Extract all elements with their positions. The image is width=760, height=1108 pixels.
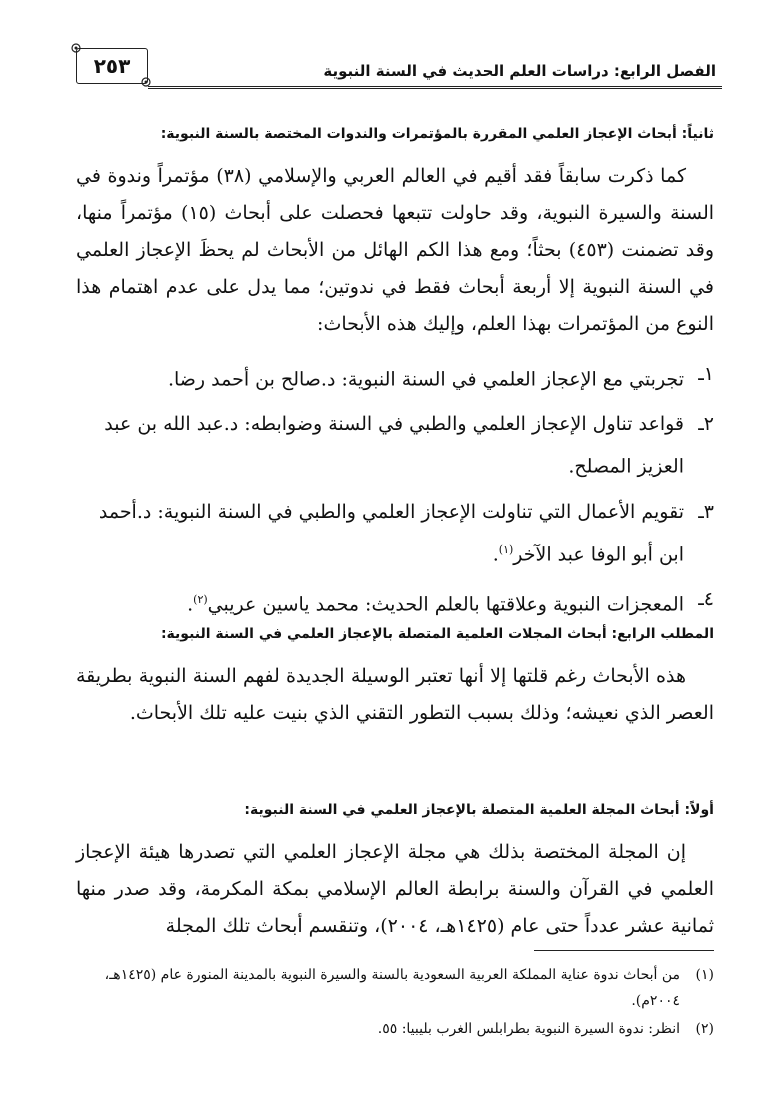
section-heading: ثانياً: أبحاث الإعجاز العلمي المقررة بالمؤتمرات والندوات المختصة بالسنة النبوية: <box>160 126 714 142</box>
ornament-icon <box>70 42 82 54</box>
subsection-heading: أولاً: أبحاث المجلة العلمية المتصلة بالإعجاز العلمي في السنة النبوية: <box>244 802 714 818</box>
footnote-text: من أبحاث ندوة عناية المملكة العربية السعودية بالسنة والسيرة النبوية بالمدينة المنورة عام (١٤٢٥هـ، ٢٠٠٤م). <box>104 967 680 1009</box>
list-item-number: ١ـ <box>698 363 714 385</box>
list-item-text: قواعد تناول الإعجاز العلمي والطبي في السنة وضوابطه: د.عبد الله بن عبد العزيز المصلح. <box>104 413 684 478</box>
footnote-text: انظر: ندوة السيرة النبوية بطرابلس الغرب بليبيا: ٥٥. <box>377 1021 680 1037</box>
page-header <box>70 40 722 86</box>
list-item <box>76 406 714 485</box>
body-paragraph <box>76 834 714 945</box>
footnote-number: (١) <box>695 967 714 983</box>
list-item <box>76 356 714 398</box>
list-item-number: ٣ـ <box>698 500 714 523</box>
footnote <box>76 962 714 1014</box>
footnote-ref: (١) <box>498 542 514 556</box>
footnote-rule <box>534 950 714 951</box>
list-item-text: تجربتي مع الإعجاز العلمي في السنة النبوية: د.صالح بن أحمد رضا. <box>167 368 684 391</box>
list-item-number: ٢ـ <box>698 413 714 436</box>
paragraph-text: كما ذكرت سابقاً فقد أقيم في العالم العربي والإسلامي (٣٨) مؤتمراً وندوة في السنة والسيرة النبوية، وقد حاولت تتبعها فحصلت على أبحاث (١٥) مؤتمراً منها، وقد تضمنت (٤٥٣) بحثاً؛ ومع هذا الكم الهائل من الأبحاث لم يحظَ الإعجاز العلمي في السنة النبوية إلا أربعة أبحاث فقط في ندوتين؛ مما يدل على عدم اهتمام هذا النوع من المؤتمرات بهذا العلم، وإليك هذه الأبحاث: <box>76 165 715 335</box>
body-paragraph <box>76 658 714 732</box>
header-rule <box>148 86 722 89</box>
section-heading: المطلب الرابع: أبحاث المجلات العلمية المتصلة بالإعجاز العلمي في السنة النبوية: <box>160 626 714 642</box>
body-paragraph <box>76 158 714 343</box>
research-list <box>76 356 714 631</box>
book-page <box>70 40 722 1080</box>
footnote-number: (٢) <box>695 1021 714 1037</box>
list-item-text: المعجزات النبوية وعلاقتها بالعلم الحديث: محمد ياسين عريبي <box>207 593 684 616</box>
page-number: ٢٥٣ <box>76 48 148 84</box>
list-item: ٤ـ المعجزات النبوية وعلاقتها بالعلم الحديث: محمد ياسين عريبي$^{(٢)}$. <box>76 581 714 623</box>
paragraph-text: هذه الأبحاث رغم قلتها إلا أنها تعتبر الوسيلة الجديدة لفهم السنة النبوية بطريقة العصر الذي نعيشه؛ وذلك بسبب التطور التقني الذي بنيت عليه تلك الأبحاث. <box>76 665 714 724</box>
footnote <box>76 1016 714 1042</box>
list-item: ٣ـ تقويم الأعمال التي تناولت الإعجاز العلمي والطبي في السنة النبوية: د.أحمد ابن أبو الوفا عبد الآخر$^{(١)}$. <box>76 494 714 573</box>
list-item-number: ٤ـ <box>698 587 714 610</box>
paragraph-text: إن المجلة المختصة بذلك هي مجلة الإعجاز العلمي التي تصدرها هيئة الإعجاز العلمي في القرآن والسنة برابطة العالم الإسلامي بمكة المكرمة، وقد صدر منها ثمانية عشر عدداً حتى عام (١٤٢٥هـ، ٢٠٠٤)، وتنقسم أبحاث تلك المجلة <box>76 841 714 937</box>
footnotes <box>76 962 714 1044</box>
footnote-ref: (٢) <box>193 592 208 606</box>
running-title: الفصل الرابع: دراسات العلم الحديث في السنة النبوية <box>323 62 716 80</box>
list-item-text: تقويم الأعمال التي تناولت الإعجاز العلمي والطبي في السنة النبوية: د.أحمد ابن أبو الوفا عبد الآخر <box>98 500 684 565</box>
